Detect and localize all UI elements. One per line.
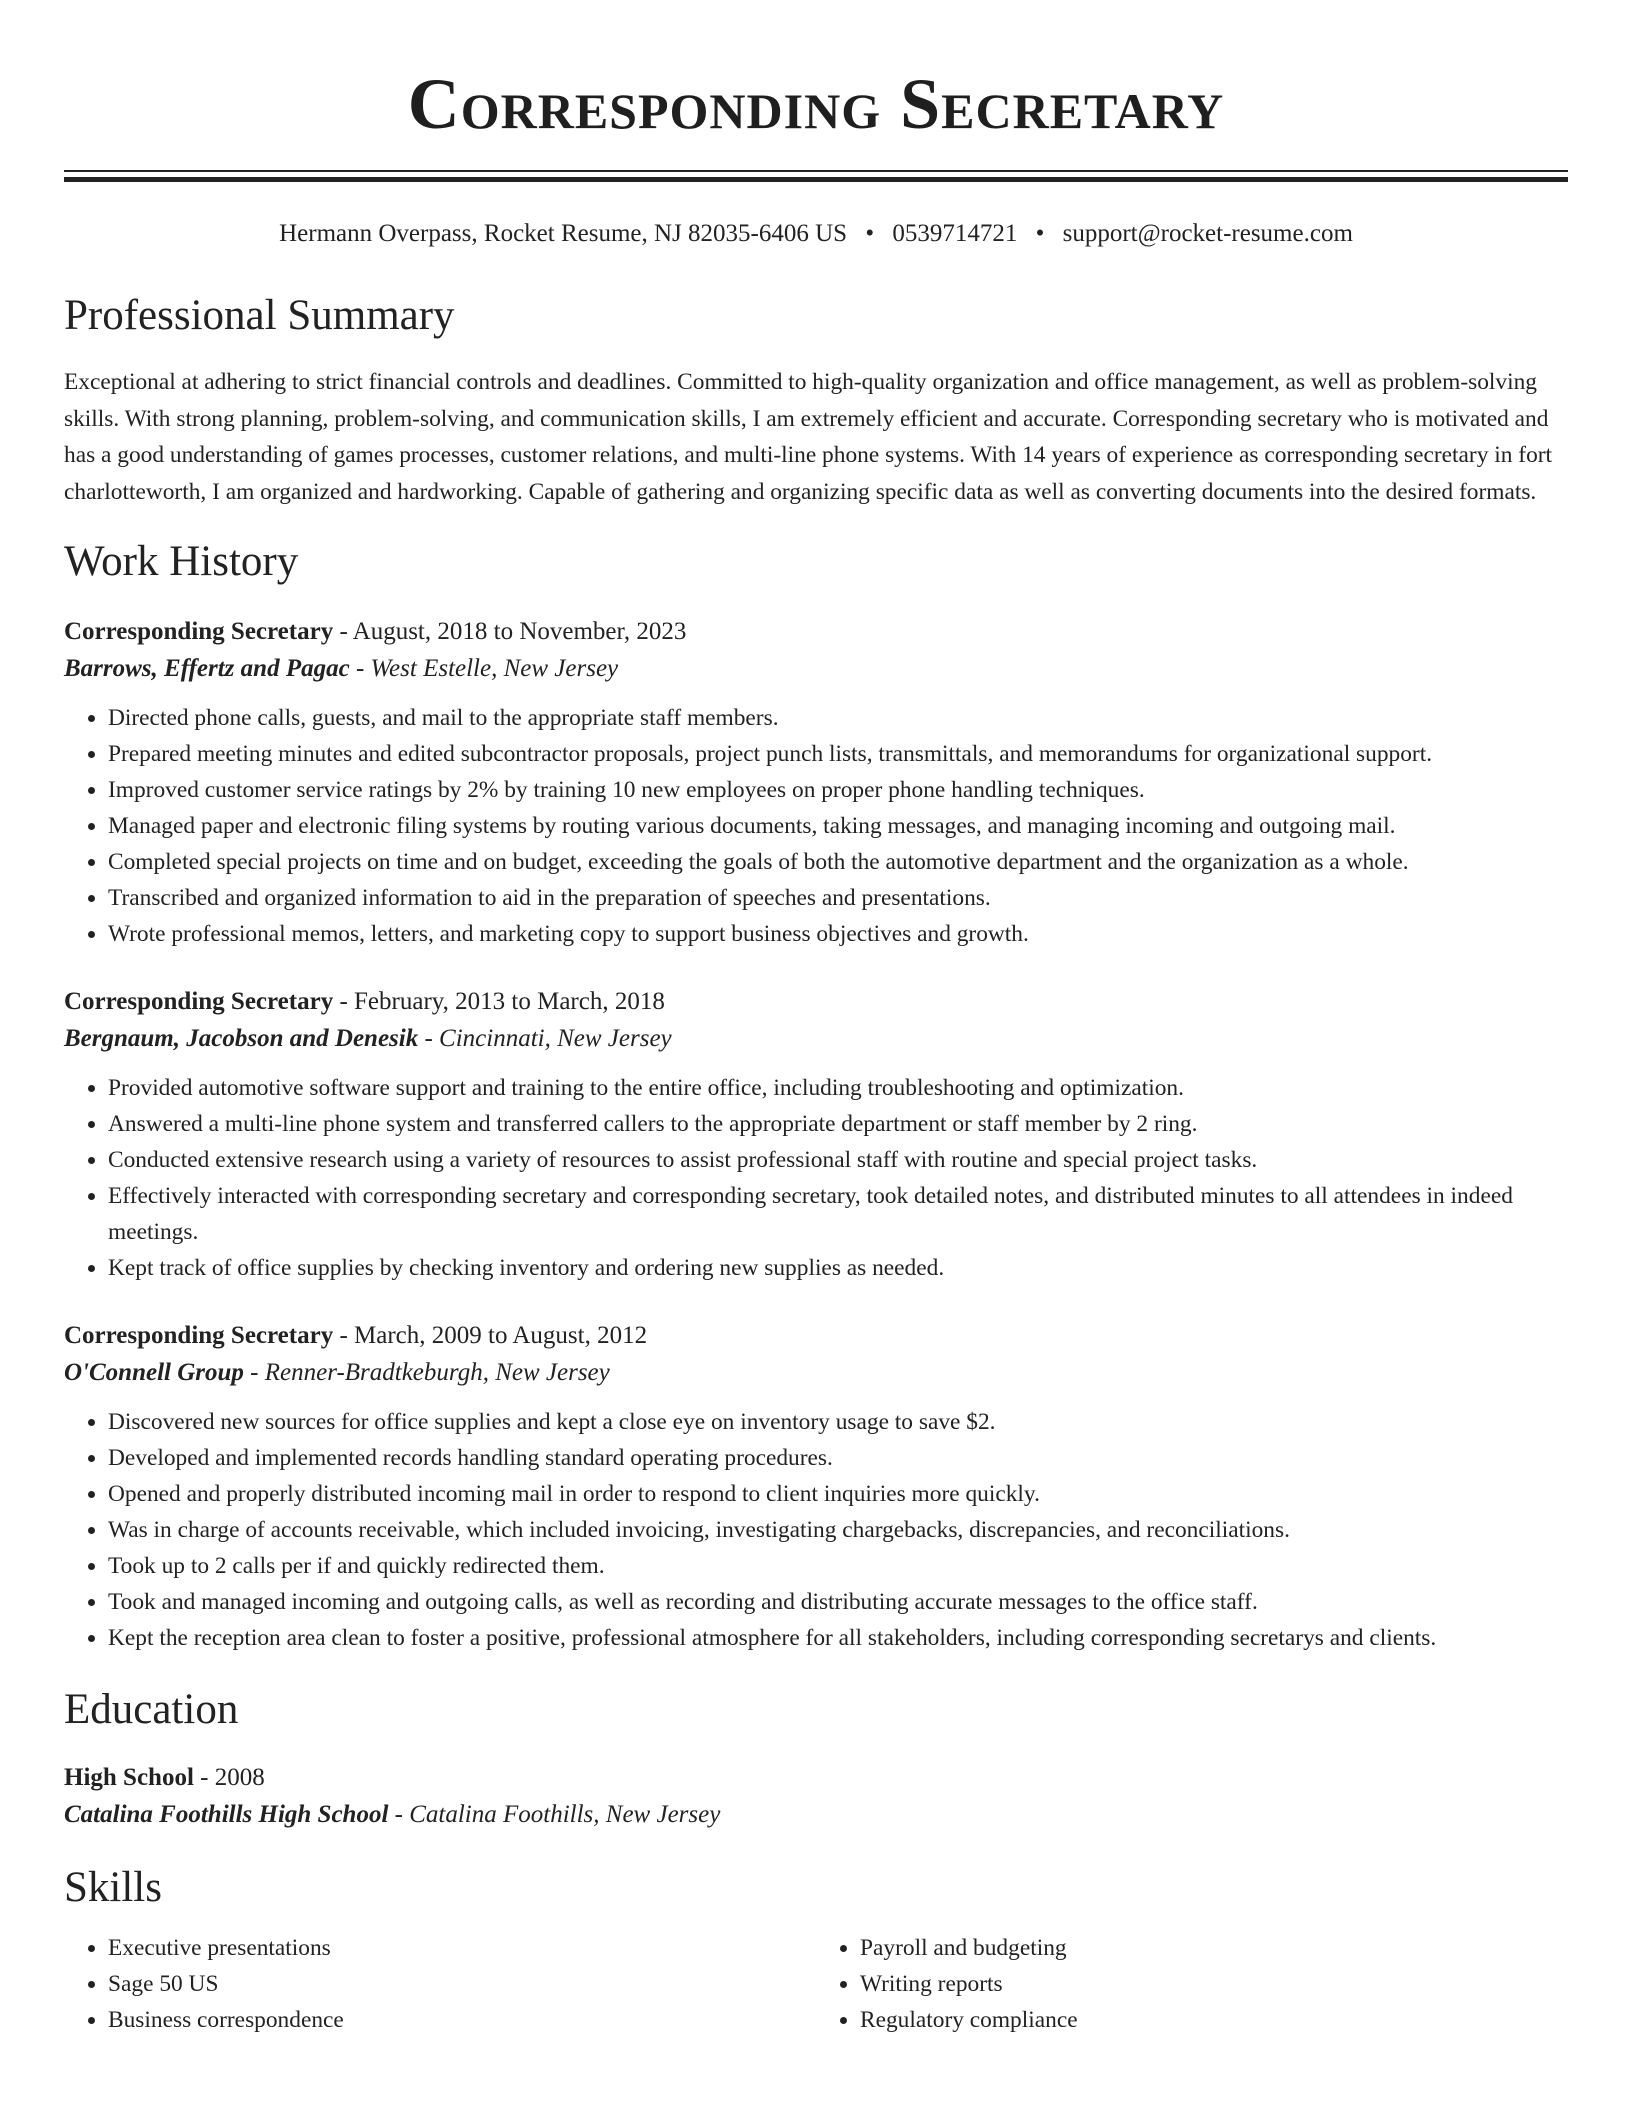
job-bullet: • Completed special projects on time and on budget, exceeding the goals of both the automotive department and the organization as a whole. — [108, 844, 1568, 880]
work-history-heading: Work History — [64, 538, 299, 585]
contact-line — [64, 218, 1568, 250]
skill-item: • Regulatory compliance — [860, 2002, 1568, 2038]
education-entry — [64, 1760, 1568, 1834]
skill-item: • Executive presentations — [108, 1930, 816, 1966]
summary-heading: Professional Summary — [64, 292, 455, 339]
skill-item: • Writing reports — [860, 1966, 1568, 2002]
contact-phone: 0539714721 — [892, 220, 1018, 247]
job-company: Bergnaum, Jacobson and Denesik — [64, 1025, 419, 1052]
skill-item: • Sage 50 US — [108, 1966, 816, 2002]
job-bullet: • Transcribed and organized information to aid in the preparation of speeches and presentations. — [108, 880, 1568, 916]
job-company-line — [64, 650, 1568, 688]
job-bullet-list — [64, 1404, 1568, 1656]
job-bullet: • Developed and implemented records handling standard operating procedures. — [108, 1440, 1568, 1476]
contact-separator: • — [865, 220, 875, 247]
skills-column-left — [64, 1930, 816, 2038]
education-degree: High School — [64, 1764, 194, 1791]
job-title: Corresponding Secretary — [64, 988, 334, 1015]
job-bullet: • Discovered new sources for office supplies and kept a close eye on inventory usage to save $2. — [108, 1404, 1568, 1440]
job-company-line — [64, 1020, 1568, 1058]
education-school: Catalina Foothills High School — [64, 1801, 389, 1828]
job-bullet: • Kept the reception area clean to foster a positive, professional atmosphere for all stakeholders, including corresponding secretarys and clients. — [108, 1620, 1568, 1656]
job-bullet: • Managed paper and electronic filing systems by routing various documents, taking messages, and managing incoming and outgoing mail. — [108, 808, 1568, 844]
job-title: Corresponding Secretary — [64, 618, 334, 645]
job-bullet: • Wrote professional memos, letters, and marketing copy to support business objectives and growth. — [108, 916, 1568, 952]
job-company: Barrows, Effertz and Pagac — [64, 655, 350, 682]
education-year: - 2008 — [193, 1764, 265, 1791]
job-entry — [64, 984, 1568, 1286]
job-bullet: • Answered a multi-line phone system and transferred callers to the appropriate department or staff member by 2 ring. — [108, 1106, 1568, 1142]
job-dates: - March, 2009 to August, 2012 — [333, 1322, 648, 1349]
education-degree-line — [64, 1760, 1568, 1796]
job-bullet-list — [64, 700, 1568, 952]
job-title: Corresponding Secretary — [64, 1322, 334, 1349]
education-location: - Catalina Foothills, New Jersey — [388, 1801, 721, 1828]
job-location: - Renner-Bradtkeburgh, New Jersey — [243, 1359, 610, 1386]
job-entry — [64, 614, 1568, 952]
job-bullet: • Effectively interacted with corresponding secretary and corresponding secretary, took detailed notes, and distributed minutes to all attendees in indeed meetings. — [108, 1178, 1568, 1250]
contact-separator: • — [1035, 220, 1045, 247]
education-heading: Education — [64, 1686, 239, 1733]
job-title-line — [64, 1318, 1568, 1354]
job-bullet: • Directed phone calls, guests, and mail to the appropriate staff members. — [108, 700, 1568, 736]
job-company-line — [64, 1354, 1568, 1392]
summary-text: Exceptional at adhering to strict financial controls and deadlines. Committed to high-quality organization and office management, as well as problem-solving skills. With strong planning, problem-solving, and communication skills, I am extremely efficient and accurate. Corresponding secretary who is motivated and has a good understanding of games processes, customer relations, and multi-line phone systems. With 14 years of experience as corresponding secretary in fort charlotteworth, I am organized and hardworking. Capable of gathering and organizing specific data as well as converting documents into the desired formats. — [64, 369, 1553, 505]
job-bullet-list — [64, 1070, 1568, 1286]
job-bullet: • Took and managed incoming and outgoing calls, as well as recording and distributing accurate messages to the office staff. — [108, 1584, 1568, 1620]
job-title-line — [64, 614, 1568, 650]
job-bullet: • Conducted extensive research using a variety of resources to assist professional staff with routine and special project tasks. — [108, 1142, 1568, 1178]
contact-address: Hermann Overpass, Rocket Resume, NJ 82035-6406 US — [279, 220, 848, 247]
job-bullet: • Improved customer service ratings by 2% by training 10 new employees on proper phone handling techniques. — [108, 772, 1568, 808]
skill-item: • Business correspondence — [108, 2002, 816, 2038]
job-location: - West Estelle, New Jersey — [349, 655, 619, 682]
job-bullet: • Was in charge of accounts receivable, which included invoicing, investigating chargebacks, discrepancies, and reconciliations. — [108, 1512, 1568, 1548]
skills-grid — [64, 1930, 1568, 2038]
job-location: - Cincinnati, New Jersey — [418, 1025, 672, 1052]
job-company: O'Connell Group — [64, 1359, 244, 1386]
job-bullet: • Prepared meeting minutes and edited subcontractor proposals, project punch lists, transmittals, and memorandums for organizational support. — [108, 736, 1568, 772]
title-divider-thin — [64, 170, 1568, 172]
job-bullet: • Took up to 2 calls per if and quickly redirected them. — [108, 1548, 1568, 1584]
work-history-list — [64, 614, 1568, 1656]
contact-email[interactable]: support@rocket-resume.com — [1062, 220, 1353, 247]
resume-title: Corresponding Secretary — [407, 64, 1225, 144]
job-title-line — [64, 984, 1568, 1020]
job-dates: - August, 2018 to November, 2023 — [333, 618, 687, 645]
skills-column-right — [816, 1930, 1568, 2038]
job-bullet: • Opened and properly distributed incoming mail in order to respond to client inquiries more quickly. — [108, 1476, 1568, 1512]
education-school-line — [64, 1796, 1568, 1834]
job-dates: - February, 2013 to March, 2018 — [333, 988, 665, 1015]
title-divider-thick — [64, 177, 1568, 182]
job-bullet: • Provided automotive software support and training to the entire office, including troubleshooting and optimization. — [108, 1070, 1568, 1106]
job-entry — [64, 1318, 1568, 1656]
skills-heading: Skills — [64, 1864, 162, 1911]
skill-item: • Payroll and budgeting — [860, 1930, 1568, 1966]
job-bullet: • Kept track of office supplies by checking inventory and ordering new supplies as needed. — [108, 1250, 1568, 1286]
